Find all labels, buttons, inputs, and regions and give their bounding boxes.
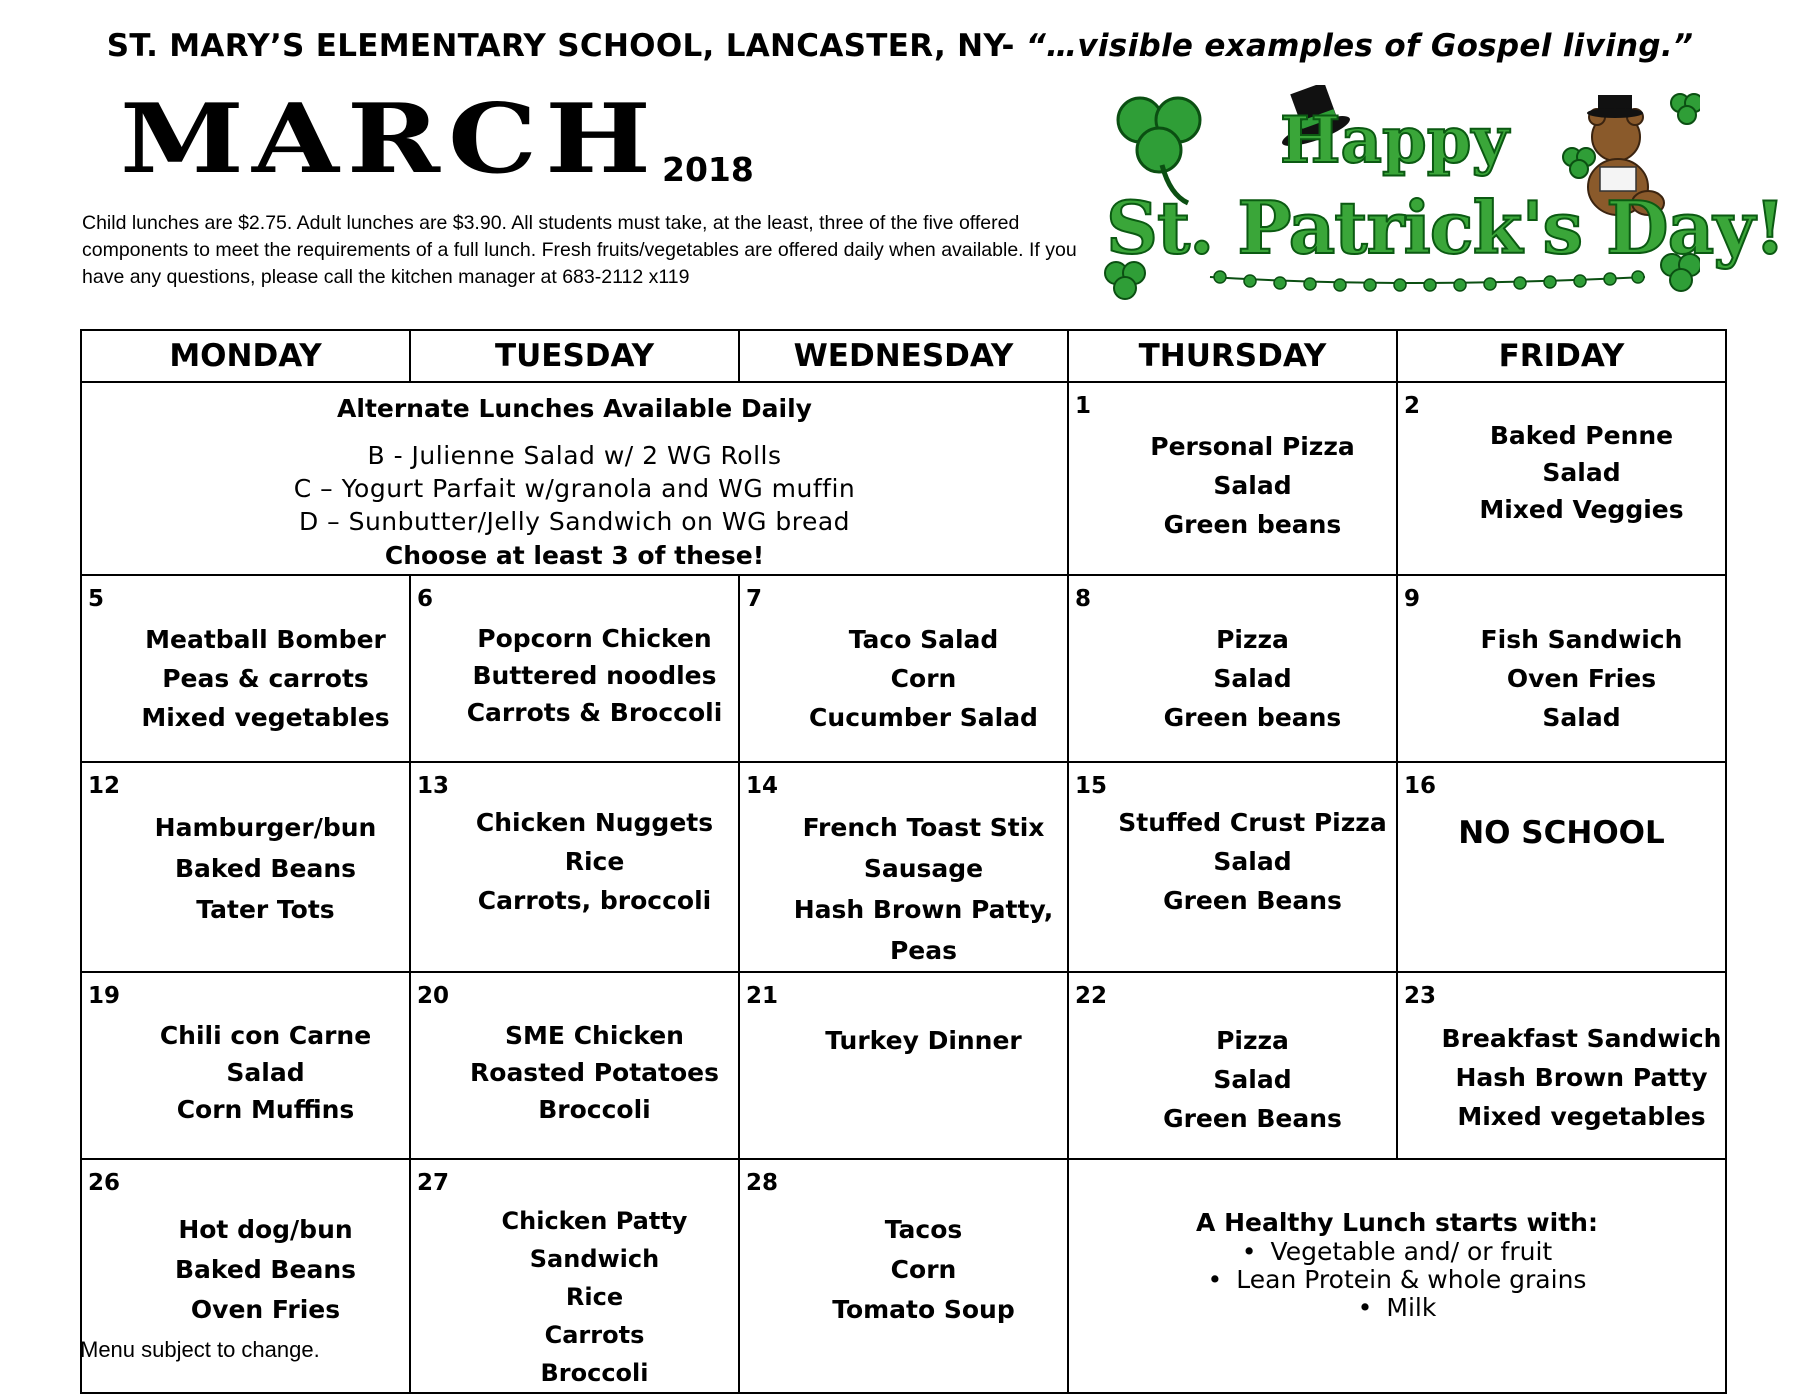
lunch-calendar xyxy=(80,329,1727,1394)
day-number: 16 xyxy=(1404,773,1437,799)
menu-list xyxy=(82,1160,409,1330)
menu-item: Baked Beans xyxy=(175,854,356,883)
menu-list xyxy=(82,763,409,930)
menu-list xyxy=(1069,763,1396,920)
day-header-wednesday: WEDNESDAY xyxy=(739,330,1068,382)
menu-item: Turkey Dinner xyxy=(825,1026,1022,1055)
menu-item: Personal Pizza xyxy=(1150,432,1355,461)
menu-list xyxy=(411,763,738,920)
menu-item: Tater Tots xyxy=(196,895,335,924)
menu-item: Peas & carrots xyxy=(162,664,369,693)
healthy-lunch-title: A Healthy Lunch starts with: xyxy=(1196,1208,1598,1237)
week-row xyxy=(81,1159,1726,1393)
month-title: MARCH xyxy=(120,83,659,195)
menu-item: Oven Fries xyxy=(190,1295,341,1324)
menu-item: Corn xyxy=(890,664,957,693)
menu-item: Oven Fries xyxy=(1506,664,1657,693)
menu-list xyxy=(411,576,738,731)
day-cell xyxy=(1068,972,1397,1159)
menu-item: Salad xyxy=(226,1058,305,1087)
menu-item: Breakfast Sandwich xyxy=(1441,1024,1722,1053)
menu-item: Corn xyxy=(890,1255,957,1284)
menu-item: Carrots & Broccoli xyxy=(466,698,723,727)
menu-item: Salad xyxy=(1542,458,1621,487)
no-school-label: NO SCHOOL xyxy=(1458,815,1665,851)
menu-item: Salad xyxy=(1213,847,1292,876)
banner-st-patricks-text: St. Patrick's Day! xyxy=(1106,185,1785,270)
weekday-header-row xyxy=(81,330,1726,382)
menu-item: Green Beans xyxy=(1163,1104,1342,1133)
menu-item: Green beans xyxy=(1163,703,1342,732)
menu-item: Mixed Veggies xyxy=(1479,495,1684,524)
page-header xyxy=(0,28,1800,64)
school-name: ST. MARY’S ELEMENTARY SCHOOL, LANCASTER, NY- xyxy=(106,28,1015,64)
menu-item: Hash Brown Patty, Peas xyxy=(793,895,1054,965)
week-row xyxy=(81,762,1726,972)
menu-item: Tomato Soup xyxy=(832,1295,1015,1324)
menu-item: Stuffed Crust Pizza xyxy=(1118,808,1387,837)
menu-item: SME Chicken xyxy=(505,1021,684,1050)
menu-item: Rice xyxy=(565,1283,624,1311)
day-cell xyxy=(1397,972,1726,1159)
menu-item: Salad xyxy=(1213,664,1292,693)
day-number: 1 xyxy=(1075,393,1092,419)
week-row xyxy=(81,382,1726,575)
menu-item: Green Beans xyxy=(1163,886,1342,915)
menu-item: Hot dog/bun xyxy=(178,1215,353,1244)
menu-item: Salad xyxy=(1213,471,1292,500)
day-number: 13 xyxy=(417,773,450,799)
menu-item: Carrots xyxy=(544,1321,645,1349)
menu-item: Broccoli xyxy=(538,1095,651,1124)
menu-list xyxy=(740,576,1067,737)
banner-happy-text: Happy xyxy=(1280,103,1509,178)
healthy-lunch-item: • Milk xyxy=(1069,1294,1725,1322)
day-cell xyxy=(1397,382,1726,575)
week-row xyxy=(81,972,1726,1159)
menu-item: Mixed vegetables xyxy=(1457,1102,1706,1131)
year-label: 2018 xyxy=(662,150,754,189)
menu-item: Corn Muffins xyxy=(176,1095,355,1124)
day-cell xyxy=(739,972,1068,1159)
day-cell xyxy=(81,575,410,762)
day-number: 8 xyxy=(1075,586,1092,612)
day-number: 27 xyxy=(417,1170,450,1196)
menu-item: Sausage xyxy=(863,854,984,883)
menu-list xyxy=(1398,576,1725,737)
day-cell xyxy=(1397,762,1726,972)
day-number: 28 xyxy=(746,1170,779,1196)
day-cell xyxy=(81,972,410,1159)
day-cell xyxy=(1068,382,1397,575)
menu-list xyxy=(740,763,1067,971)
menu-item: Meatball Bomber xyxy=(145,625,386,654)
menu-item: Hamburger/bun xyxy=(154,813,377,842)
day-number: 6 xyxy=(417,586,434,612)
day-number: 12 xyxy=(88,773,121,799)
menu-item: Buttered noodles xyxy=(472,661,717,690)
day-header-friday: FRIDAY xyxy=(1397,330,1726,382)
menu-item: Chili con Carne xyxy=(159,1021,372,1050)
healthy-lunch-item: • Lean Protein & whole grains xyxy=(1069,1266,1725,1294)
day-cell xyxy=(739,575,1068,762)
day-number: 22 xyxy=(1075,983,1108,1009)
menu-list xyxy=(1069,973,1396,1138)
menu-item: Pizza xyxy=(1216,625,1289,654)
day-header-thursday: THURSDAY xyxy=(1068,330,1397,382)
alternate-note: Choose at least 3 of these! xyxy=(384,541,765,570)
alternate-option: B - Julienne Salad w/ 2 WG Rolls xyxy=(367,441,782,470)
alternate-title: Alternate Lunches Available Daily xyxy=(337,394,812,423)
day-cell xyxy=(1068,575,1397,762)
menu-item: Roasted Potatoes xyxy=(470,1058,719,1087)
menu-item: Taco Salad xyxy=(848,625,999,654)
day-number: 7 xyxy=(746,586,763,612)
menu-list xyxy=(82,973,409,1128)
day-number: 15 xyxy=(1075,773,1108,799)
healthy-lunch-item: • Vegetable and/ or fruit xyxy=(1069,1238,1725,1266)
day-cell xyxy=(739,1159,1068,1393)
day-header-monday: MONDAY xyxy=(81,330,410,382)
day-number: 19 xyxy=(88,983,121,1009)
menu-item: Chicken Nuggets xyxy=(475,808,714,837)
menu-item: Hash Brown Patty xyxy=(1455,1063,1708,1092)
menu-item: Tacos xyxy=(884,1215,963,1244)
alternate-lunches-cell xyxy=(81,382,1068,575)
alternate-option: C – Yogurt Parfait w/granola and WG muffin xyxy=(293,474,856,503)
menu-list xyxy=(1398,383,1725,528)
day-number: 20 xyxy=(417,983,450,1009)
menu-item: Green beans xyxy=(1163,510,1342,539)
day-cell xyxy=(410,972,739,1159)
menu-list xyxy=(411,973,738,1128)
menu-item: Fish Sandwich xyxy=(1480,625,1683,654)
day-cell xyxy=(1068,762,1397,972)
menu-item: Salad xyxy=(1542,703,1621,732)
week-row xyxy=(81,575,1726,762)
menu-item: Mixed vegetables xyxy=(141,703,390,732)
day-number: 21 xyxy=(746,983,779,1009)
menu-list xyxy=(740,1160,1067,1330)
footer-note: Menu subject to change. xyxy=(80,1337,320,1362)
menu-item: Pizza xyxy=(1216,1026,1289,1055)
alternate-option: D – Sunbutter/Jelly Sandwich on WG bread xyxy=(298,507,851,536)
day-cell xyxy=(1397,575,1726,762)
menu-list xyxy=(1069,576,1396,737)
day-number: 14 xyxy=(746,773,779,799)
menu-item: Salad xyxy=(1213,1065,1292,1094)
menu-list xyxy=(1398,973,1725,1136)
day-header-tuesday: TUESDAY xyxy=(410,330,739,382)
st-patricks-banner xyxy=(1100,85,1785,325)
menu-item: Chicken Patty Sandwich xyxy=(501,1207,688,1273)
day-cell xyxy=(410,762,739,972)
menu-item: Baked Penne xyxy=(1489,421,1674,450)
day-cell xyxy=(410,575,739,762)
day-cell xyxy=(81,762,410,972)
school-motto: “…visible examples of Gospel living.” xyxy=(1025,28,1694,64)
menu-list xyxy=(82,576,409,737)
day-number: 26 xyxy=(88,1170,121,1196)
day-number: 9 xyxy=(1404,586,1421,612)
menu-item: Popcorn Chicken xyxy=(477,624,712,653)
healthy-lunch-cell xyxy=(1068,1159,1726,1393)
menu-item: French Toast Stix xyxy=(802,813,1045,842)
menu-list xyxy=(740,973,1067,1060)
healthy-lunch-list xyxy=(1069,1238,1725,1322)
day-cell xyxy=(410,1159,739,1393)
menu-item: Cucumber Salad xyxy=(809,703,1038,732)
lunch-info-text: Child lunches are $2.75. Adult lunches are $3.90. All students must take, at the least, three of the five offered components to meet the requirements of a full lunch. Fresh fruits/vegetables are offered daily when available. If you have any questions, please call the kitchen manager at 683-2112 x119 xyxy=(82,212,1077,288)
menu-list xyxy=(1069,383,1396,544)
menu-list xyxy=(411,1160,738,1392)
day-number: 23 xyxy=(1404,983,1437,1009)
menu-item: Baked Beans xyxy=(175,1255,356,1284)
menu-item: Rice xyxy=(564,847,625,876)
day-number: 5 xyxy=(88,586,105,612)
menu-item: Broccoli xyxy=(540,1359,649,1387)
day-number: 2 xyxy=(1404,393,1421,419)
day-cell xyxy=(739,762,1068,972)
menu-item: Carrots, broccoli xyxy=(477,886,712,915)
